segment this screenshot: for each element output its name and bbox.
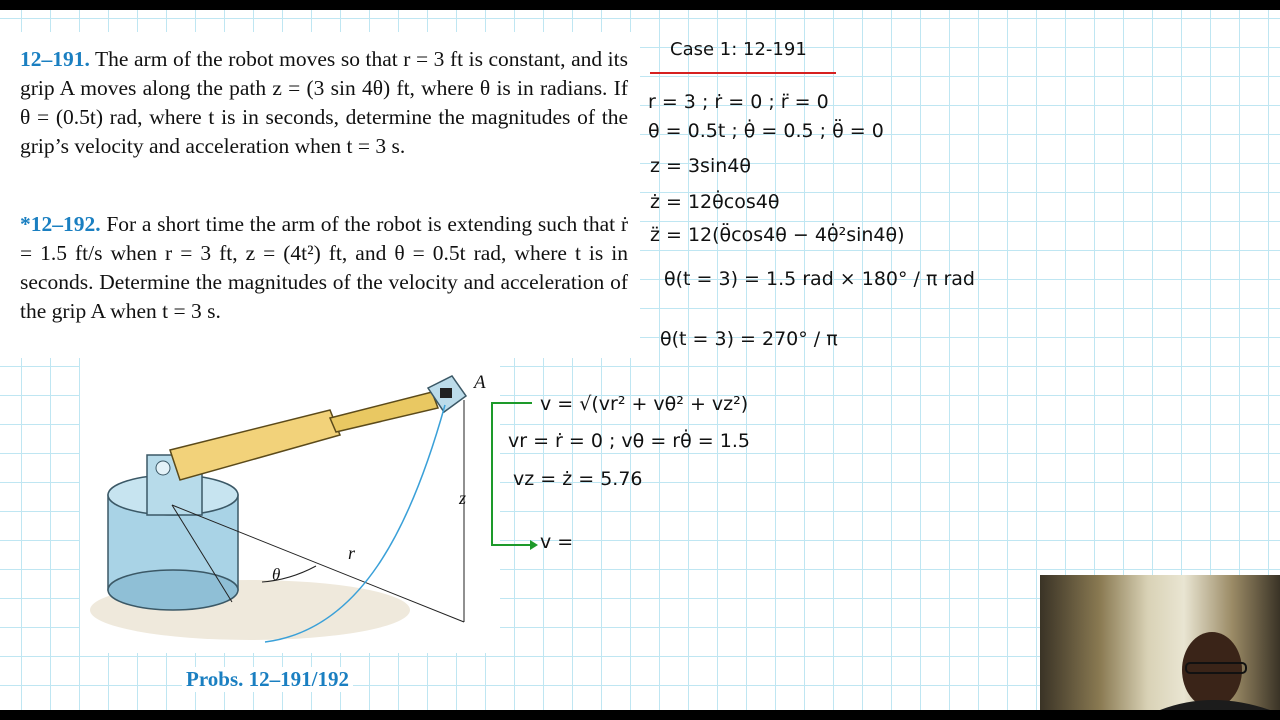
problem-number: *12–192. xyxy=(20,212,101,236)
label-a: A xyxy=(474,372,486,393)
presenter-silhouette xyxy=(1040,575,1280,710)
problem-text: The arm of the robot moves so that r = 3 ft is constant, and its grip A moves along the path z = (3 sin 4θ) ft, where θ is in radians. If θ = (0.5t) rad, where t is in seconds, determine the magnitudes of the grip’s velocity and acceleration when t = 3 s. xyxy=(20,47,628,158)
note-line: z = 3sin4θ xyxy=(650,155,751,177)
note-line: θ(t = 3) = 270° / π xyxy=(660,328,838,350)
figure-caption: Probs. 12–191/192 xyxy=(182,667,353,692)
note-line: r = 3 ; ṙ = 0 ; r̈ = 0 xyxy=(648,91,829,113)
bracket-arrowhead xyxy=(530,540,538,550)
label-theta: θ xyxy=(272,565,281,584)
note-line: z̈ = 12(θ̈cos4θ − 4θ̇²sin4θ) xyxy=(650,224,905,246)
label-r: r xyxy=(348,543,356,563)
problem-text: For a short time the arm of the robot is extending such that ṙ = 1.5 ft/s when r = 3 ft, z = (4t²) ft, and θ = 0.5t rad, where t is in seconds. Determine the magnitudes of the velocity and acceleration of the grip A when t = 3 s. xyxy=(20,212,628,323)
note-line: v = √(vr² + vθ² + vz²) xyxy=(540,393,749,415)
top-letterbox xyxy=(0,0,1280,10)
problem-number: 12–191. xyxy=(20,47,90,71)
webcam-overlay xyxy=(1040,575,1280,710)
note-line: ż = 12θ̇cos4θ xyxy=(650,191,780,213)
lecture-canvas xyxy=(0,10,1280,710)
bottom-letterbox xyxy=(0,710,1280,720)
note-line: vr = ṙ = 0 ; vθ = rθ̇ = 1.5 xyxy=(508,430,750,452)
notes-title: Case 1: 12-191 xyxy=(670,39,807,60)
page-edge xyxy=(1210,20,1211,580)
note-line: θ(t = 3) = 1.5 rad × 180° / π rad xyxy=(664,268,975,290)
label-z: z xyxy=(459,488,467,508)
note-line: θ = 0.5t ; θ̇ = 0.5 ; θ̈ = 0 xyxy=(648,120,884,142)
note-line: v = xyxy=(540,531,574,553)
note-line: vz = ż = 5.76 xyxy=(513,468,643,490)
